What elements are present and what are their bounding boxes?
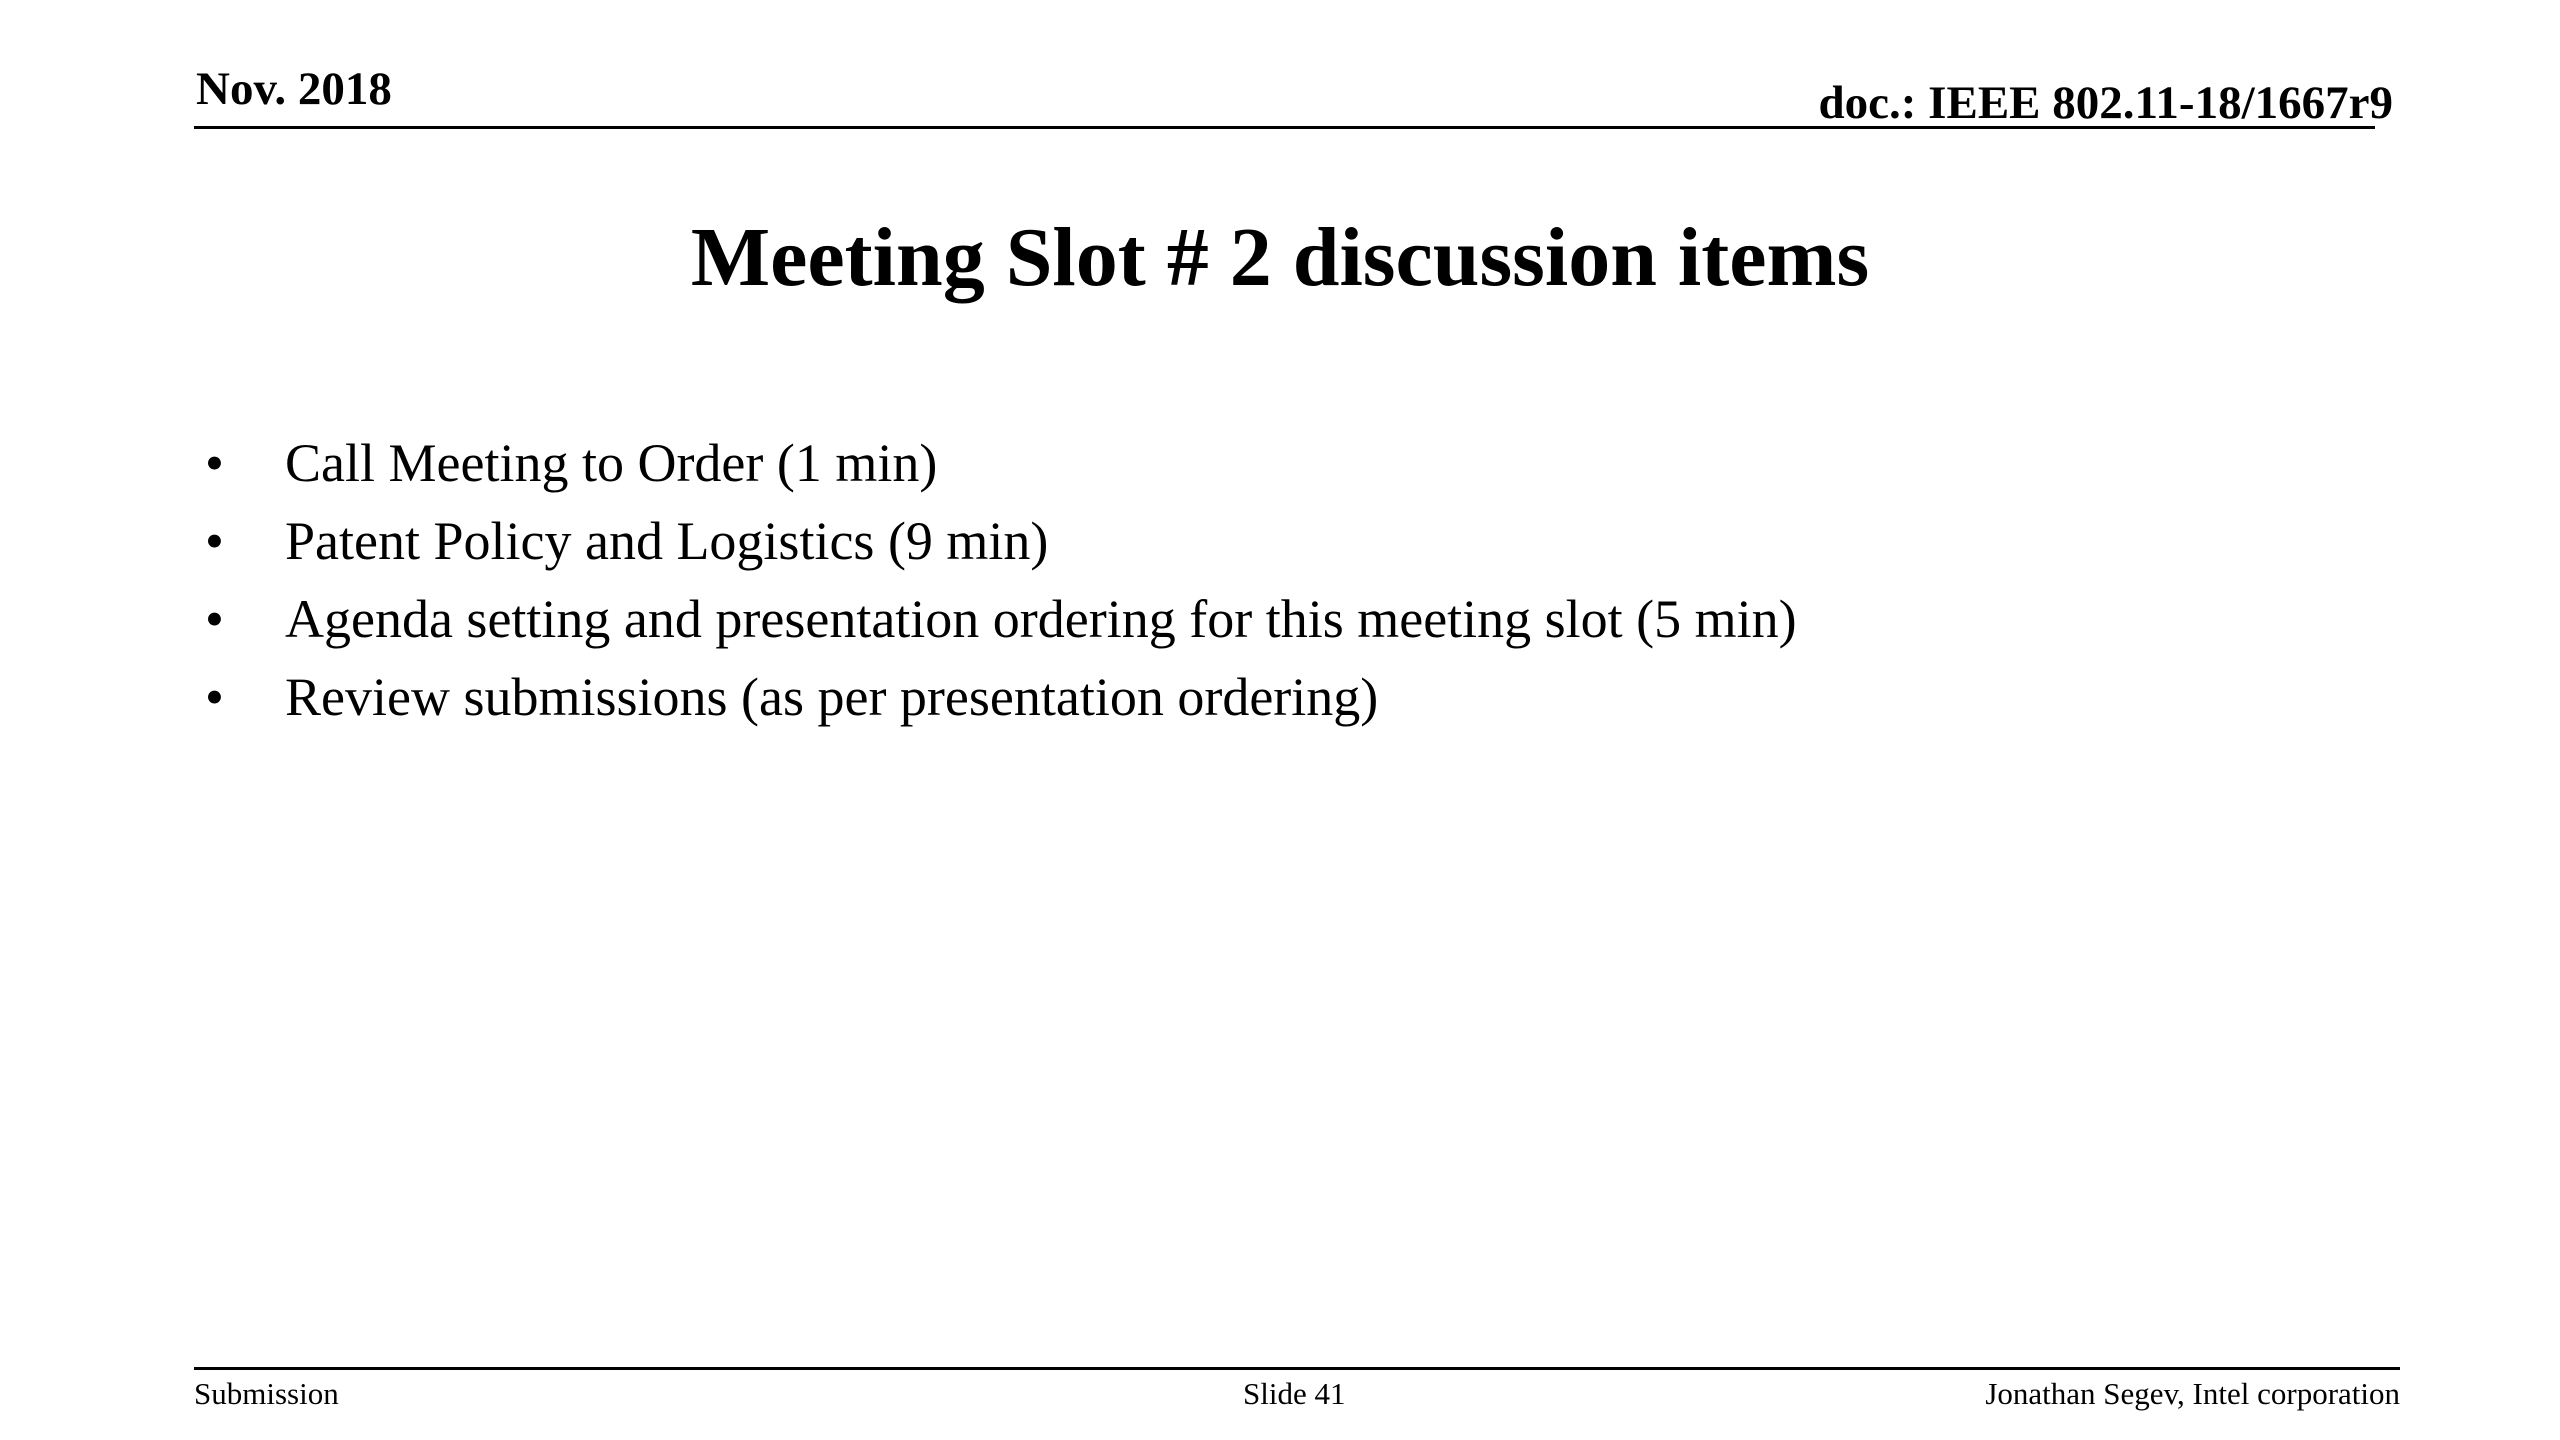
slide-title: Meeting Slot # 2 discussion items <box>690 211 1870 304</box>
bullet-text: Review submissions (as per presentation ordering) <box>285 667 1379 727</box>
bullet-text: Call Meeting to Order (1 min) <box>285 433 938 493</box>
bullet-marker: • <box>205 589 224 649</box>
bullet-marker: • <box>205 667 224 727</box>
header-document-id: doc.: IEEE 802.11-18/1667r9 <box>1818 77 2393 129</box>
bullet-text: Agenda setting and presentation ordering for this meeting slot (5 min) <box>285 589 1797 649</box>
footer-author: Jonathan Segev, Intel corporation <box>1985 1376 2400 1411</box>
header-date: Nov. 2018 <box>196 63 392 115</box>
bullet-text: Patent Policy and Logistics (9 min) <box>285 511 1049 571</box>
bullet-marker: • <box>205 511 224 571</box>
bullet-marker: • <box>205 433 224 493</box>
footer-submission: Submission <box>194 1376 339 1411</box>
header-divider <box>194 126 2375 129</box>
footer-slide-number: Slide 41 <box>1243 1376 1346 1411</box>
footer-divider <box>194 1367 2400 1370</box>
